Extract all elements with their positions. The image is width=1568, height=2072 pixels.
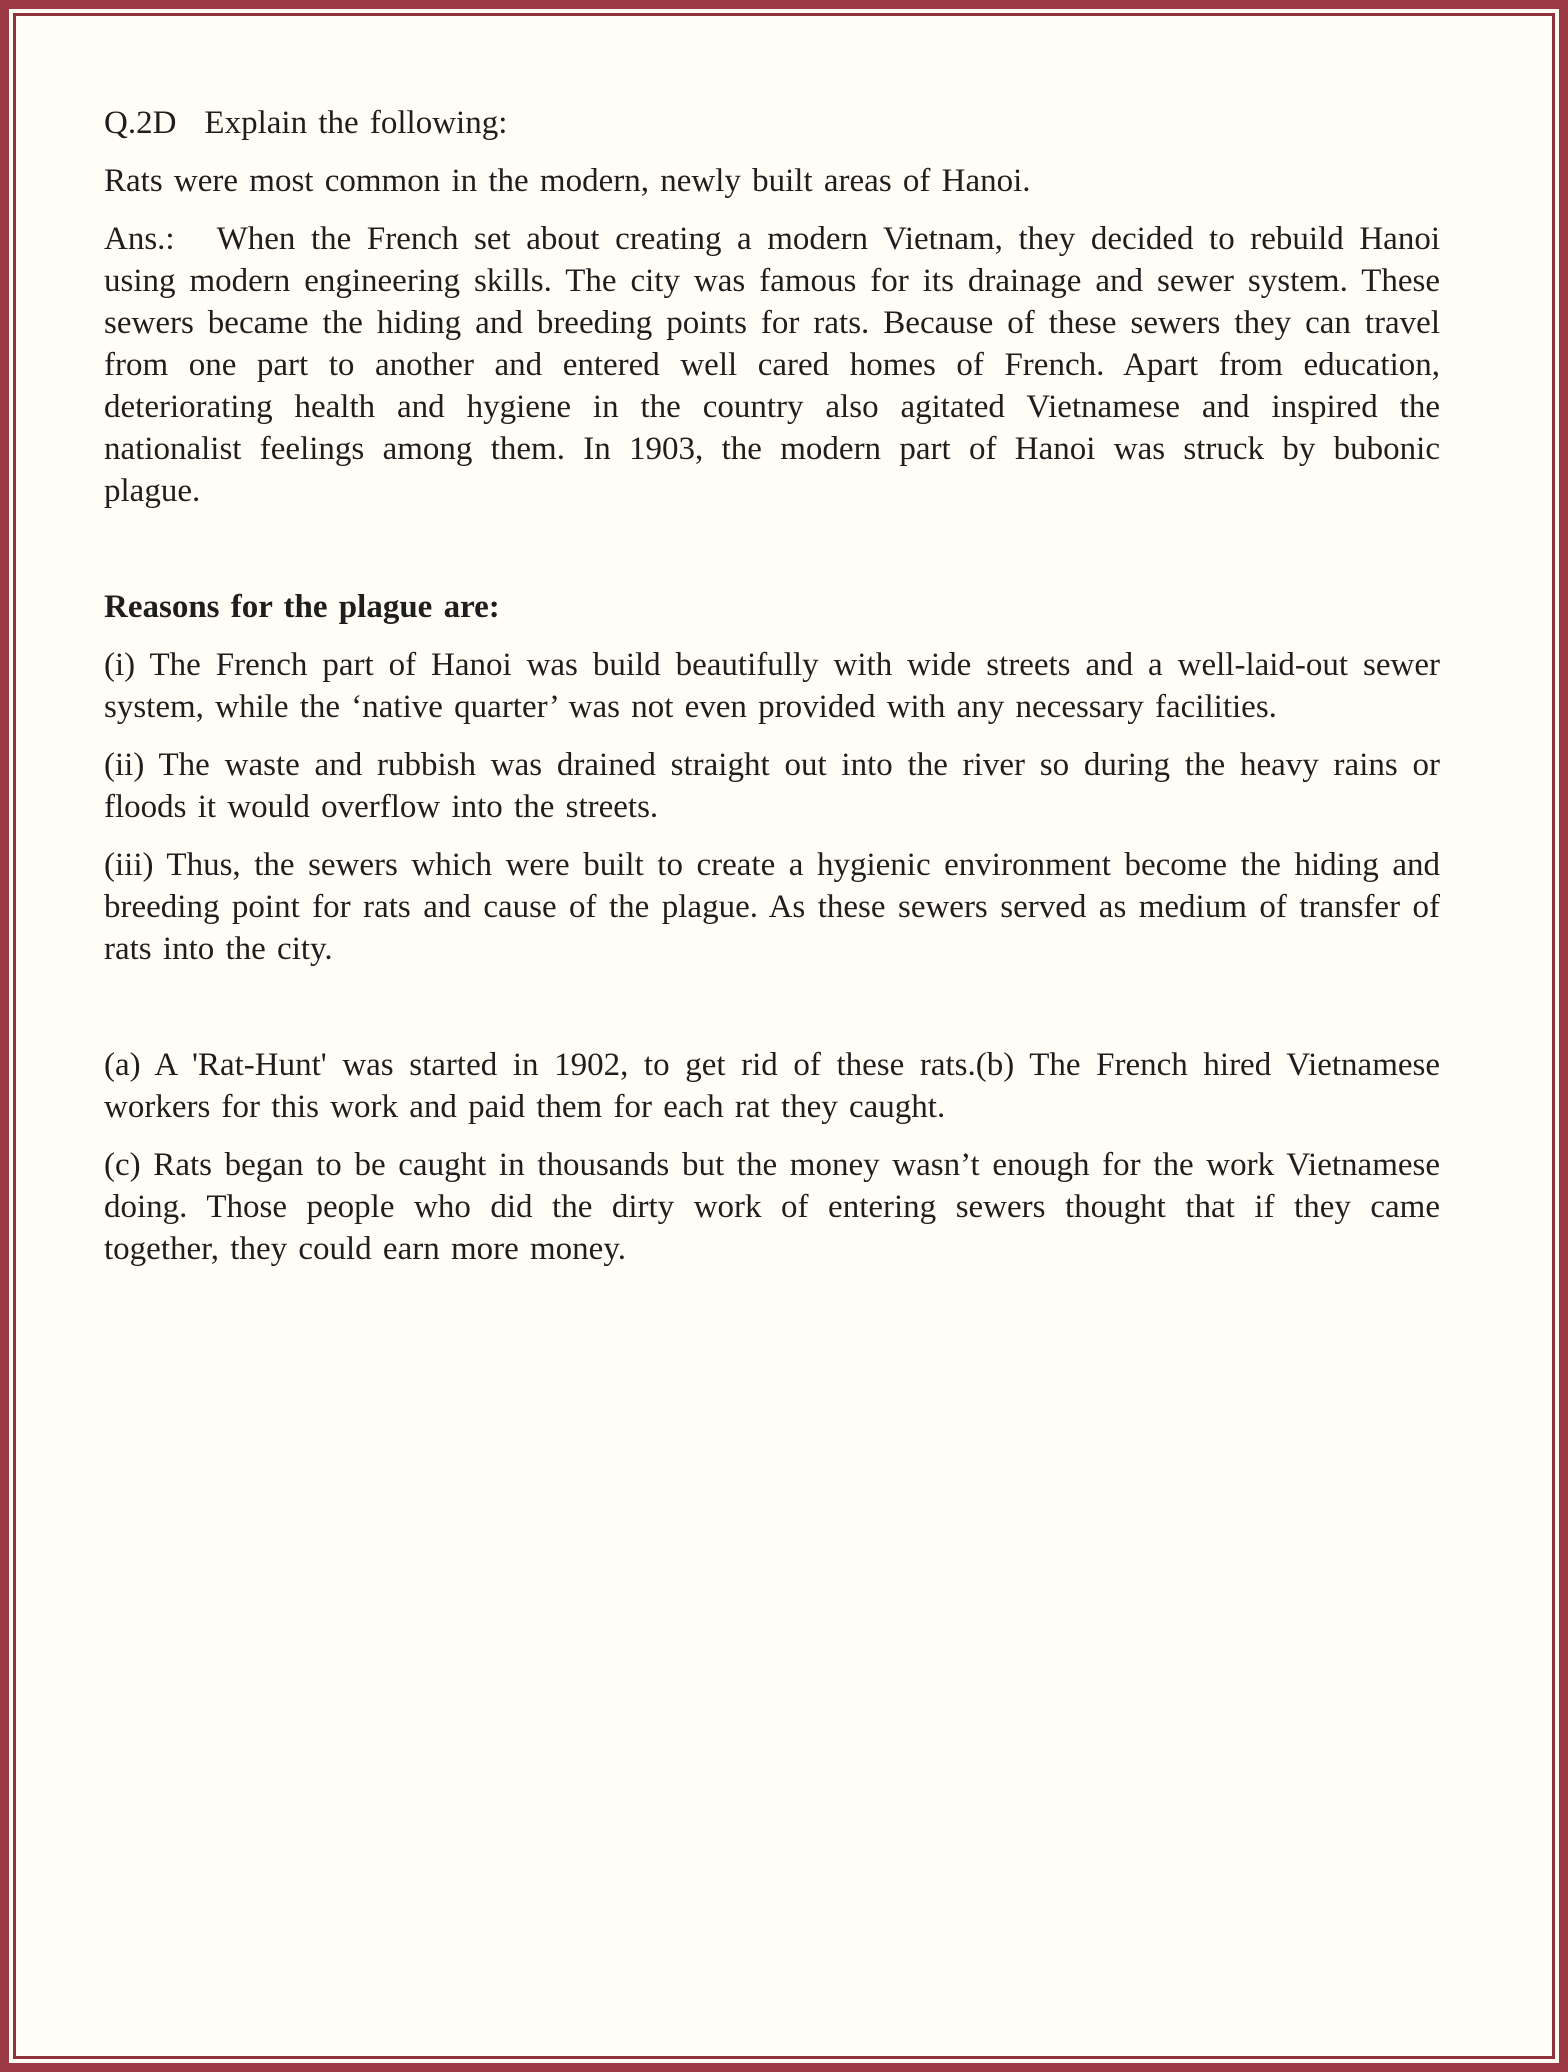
question-statement: Rats were most common in the modern, newly built areas of Hanoi.	[104, 163, 1031, 199]
question-line	[104, 102, 1440, 144]
reason-item-1: (i) The French part of Hanoi was build beautifully with wide streets and a well-laid-out sewer system, while the ‘native quarter’ was not even provided with any necessary facilities.	[104, 647, 1440, 725]
question-title: Explain the following:	[204, 105, 508, 141]
reason-item-2: (ii) The waste and rubbish was drained straight out into the river so during the heavy rains or floods it would overflow into the streets.	[104, 747, 1440, 825]
additional-point-c: (c) Rats began to be caught in thousands but the money wasn’t enough for the work Vietnamese doing. Those people who did the dirty work of entering sewers thought that if they came together, they could earn more money.	[104, 1147, 1440, 1267]
additional-point-ab: (a) A 'Rat-Hunt' was started in 1902, to get rid of these rats.(b) The French hired Vietnamese workers for this work and paid them for each rat they caught.	[104, 1047, 1440, 1125]
question-number-label: Q.2D	[104, 105, 177, 141]
answer-label: Ans.:	[104, 221, 175, 257]
reason-item-3: (iii) Thus, the sewers which were built to create a hygienic environment become the hiding and breeding point for rats and cause of the plague. As these sewers served as medium of transfer of rats into the city.	[104, 847, 1440, 967]
page-inner-frame	[13, 13, 1555, 2059]
reasons-heading: Reasons for the plague are:	[104, 589, 500, 625]
answer-paragraph	[104, 218, 1440, 512]
answer-text: When the French set about creating a modern Vietnam, they decided to rebuild Hanoi using modern engineering skills. The city was famous for its drainage and sewer system. These sewers became the hiding and breeding points for rats. Because of these sewers they can travel from one part to another and entered well cared homes of French. Apart from education, deteriorating health and hygiene in the country also agitated Vietnamese and inspired the nationalist feelings among them. In 1903, the modern part of Hanoi was struck by bubonic plague.	[104, 221, 1440, 509]
document-body	[104, 102, 1440, 1270]
